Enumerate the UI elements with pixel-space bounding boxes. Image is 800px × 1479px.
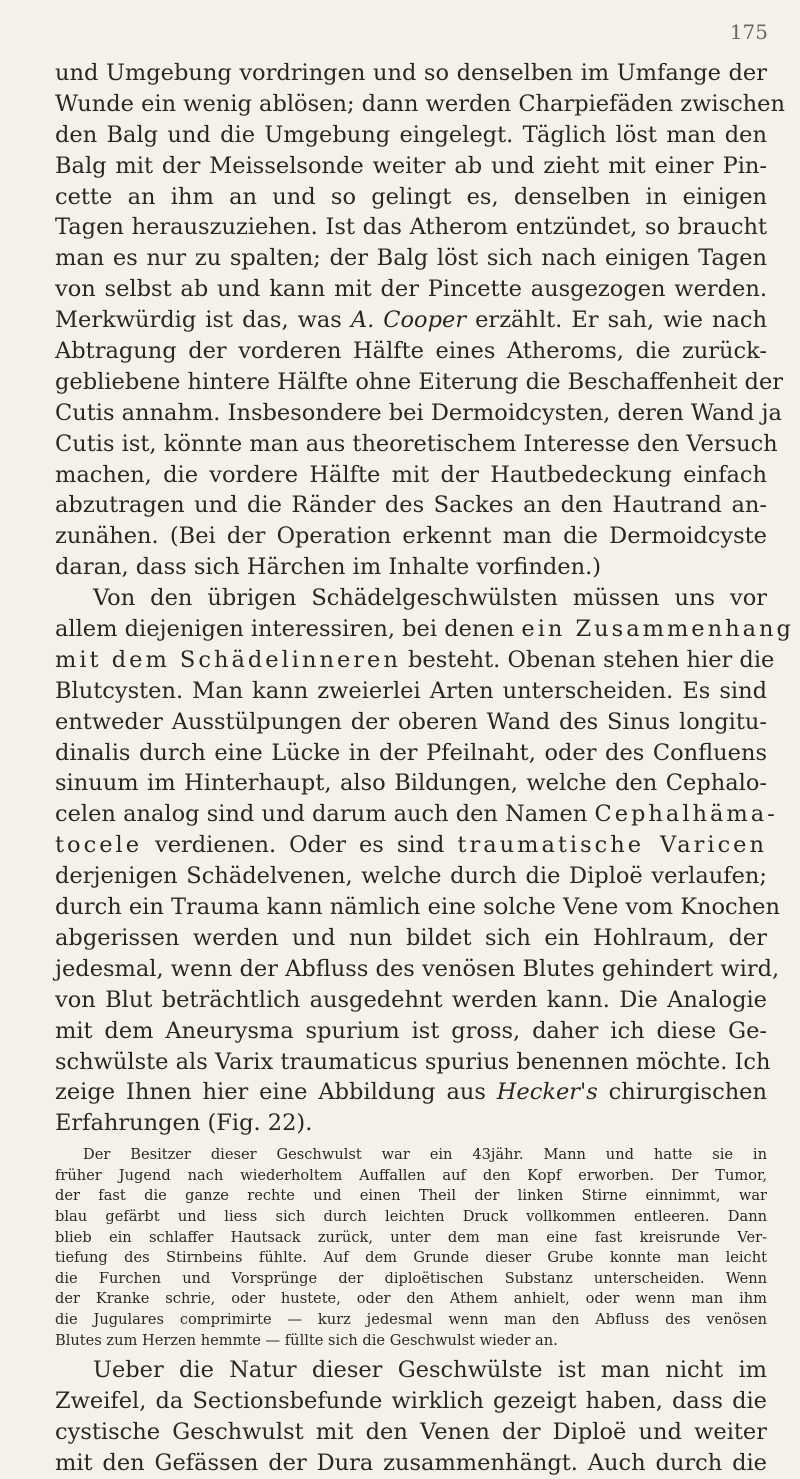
case-note xyxy=(55,1145,767,1351)
text-line: Cutis annahm. Insbesondere bei Dermoidcysten, deren Wand ja xyxy=(55,399,782,426)
text-line: zunähen. (Bei der Operation erkennt man die Dermoidcyste xyxy=(55,523,767,550)
page-number: 175 xyxy=(729,20,768,44)
text-line: cette an ihm an und so gelingt es, denselben in einigen xyxy=(55,183,767,210)
text-line: celen analog sind und darum auch den Namen Cephalhäma- xyxy=(55,801,778,828)
text-line: machen, die vordere Hälfte mit der Hautbedeckung einfach xyxy=(55,461,767,488)
text-line: schwülste als Varix traumaticus spurius benennen möchte. Ich xyxy=(55,1048,771,1075)
text-line: jedesmal, wenn der Abfluss des venösen Blutes gehindert wird, xyxy=(55,955,780,982)
text-line: daran, dass sich Härchen im Inhalte vorfinden.) xyxy=(55,554,601,581)
emphasis: ein Zusammenhang xyxy=(521,616,794,643)
text-line: mit dem Schädelinneren besteht. Obenan stehen hier die xyxy=(55,646,775,673)
author-name: A. Cooper xyxy=(350,307,467,334)
text-line: allem diejenigen interessiren, bei denen ein Zusammenhang xyxy=(55,616,794,643)
text-line: mit den Gefässen der Dura zusammenhängt. Auch durch die xyxy=(55,1449,767,1476)
text-line: abgerissen werden und nun bildet sich ein Hohlraum, der xyxy=(55,924,767,951)
text-line: cystische Geschwulst mit den Venen der Diploë und weiter xyxy=(55,1418,767,1445)
text-line: Ueber die Natur dieser Geschwülste ist man nicht im xyxy=(93,1357,767,1384)
text-line: derjenigen Schädelvenen, welche durch die Diploë verlaufen; xyxy=(55,863,767,890)
text-line: sinuum im Hinterhaupt, also Bildungen, welche den Cephalo- xyxy=(55,770,767,797)
note-line: früher Jugend nach wiederholtem Auffallen auf den Kopf erworben. Der Tumor, xyxy=(55,1166,767,1184)
text-line: entweder Ausstülpungen der oberen Wand des Sinus longitu- xyxy=(55,708,767,735)
text-line: Zweifel, da Sectionsbefunde wirklich gezeigt haben, dass die xyxy=(55,1388,767,1414)
text-line: Merkwürdig ist das, was A. Cooper erzählt. Er sah, wie nach xyxy=(55,307,767,334)
text-line: Cutis ist, könnte man aus theoretischem Interesse den Versuch xyxy=(55,430,778,457)
emphasis: mit dem Schädelinneren xyxy=(55,646,401,673)
text-line: Von den übrigen Schädelgeschwülsten müssen uns vor xyxy=(93,585,767,612)
text-line: Abtragung der vorderen Hälfte eines Atheroms, die zurück- xyxy=(55,338,767,365)
emphasis: traumatische Varicen xyxy=(457,832,767,859)
text-line: von Blut beträchtlich ausgedehnt werden kann. Die Analogie xyxy=(55,986,767,1013)
page-text xyxy=(55,58,794,1479)
text-line: durch ein Trauma kann nämlich eine solche Vene vom Knochen xyxy=(55,894,780,921)
text-line: abzutragen und die Ränder des Sackes an den Hautrand an- xyxy=(55,492,767,519)
paragraph xyxy=(55,1355,767,1479)
note-line: blieb ein schlaffer Hautsack zurück, unter dem man eine fast kreisrunde Ver- xyxy=(55,1228,767,1246)
emphasis: Cephalhäma- xyxy=(594,801,778,828)
text-line: und Umgebung vordringen und so denselben im Umfange der xyxy=(55,60,767,86)
note-line: Der Besitzer dieser Geschwulst war ein 43jähr. Mann und hatte sie in xyxy=(83,1146,767,1164)
text-line: Tagen herauszuziehen. Ist das Atherom entzündet, so braucht xyxy=(55,214,767,241)
text-line: gebliebene hintere Hälfte ohne Eiterung die Beschaffenheit der xyxy=(55,368,784,395)
note-line: die Furchen und Vorsprünge der diploëtischen Substanz unterscheiden. Wenn xyxy=(55,1269,767,1287)
text-line: Balg mit der Meisselsonde weiter ab und zieht mit einer Pin- xyxy=(55,152,767,179)
text-line: tocele verdienen. Oder es sind traumatische Varicen xyxy=(55,832,767,859)
text-line: Erfahrungen (Fig. 22). xyxy=(55,1110,313,1137)
author-name: Hecker's xyxy=(496,1079,598,1106)
text-line: dinalis durch eine Lücke in der Pfeilnaht, oder des Confluens xyxy=(55,739,767,766)
text-line: Blutcysten. Man kann zweierlei Arten unterscheiden. Es sind xyxy=(55,677,767,704)
text-line: von selbst ab und kann mit der Pincette ausgezogen werden. xyxy=(55,276,767,303)
note-line: Blutes zum Herzen hemmte — füllte sich die Geschwulst wieder an. xyxy=(55,1331,558,1349)
note-line: der Kranke schrie, oder hustete, oder den Athem anhielt, oder wenn man ihm xyxy=(55,1290,767,1308)
text-line: zeige Ihnen hier eine Abbildung aus Hecker's chirurgischen xyxy=(55,1079,767,1106)
text-line: den Balg und die Umgebung eingelegt. Täglich löst man den xyxy=(55,121,767,148)
note-line: die Jugulares comprimirte — kurz jedesmal wenn man den Abfluss des venösen xyxy=(55,1310,767,1328)
note-line: blau gefärbt und liess sich durch leichten Druck vollkommen entleeren. Dann xyxy=(55,1207,767,1225)
emphasis: tocele xyxy=(55,832,143,859)
text-line: Wunde ein wenig ablösen; dann werden Charpiefäden zwischen xyxy=(55,90,785,117)
note-line: tiefung des Stirnbeins fühlte. Auf dem Grunde dieser Grube konnte man leicht xyxy=(55,1249,767,1267)
text-line: mit dem Aneurysma spurium ist gross, daher ich diese Ge- xyxy=(55,1017,767,1044)
note-line: der fast die ganze rechte und einen Theil der linken Stirne einnimmt, war xyxy=(55,1187,767,1205)
text-line: man es nur zu spalten; der Balg löst sich nach einigen Tagen xyxy=(55,245,767,272)
